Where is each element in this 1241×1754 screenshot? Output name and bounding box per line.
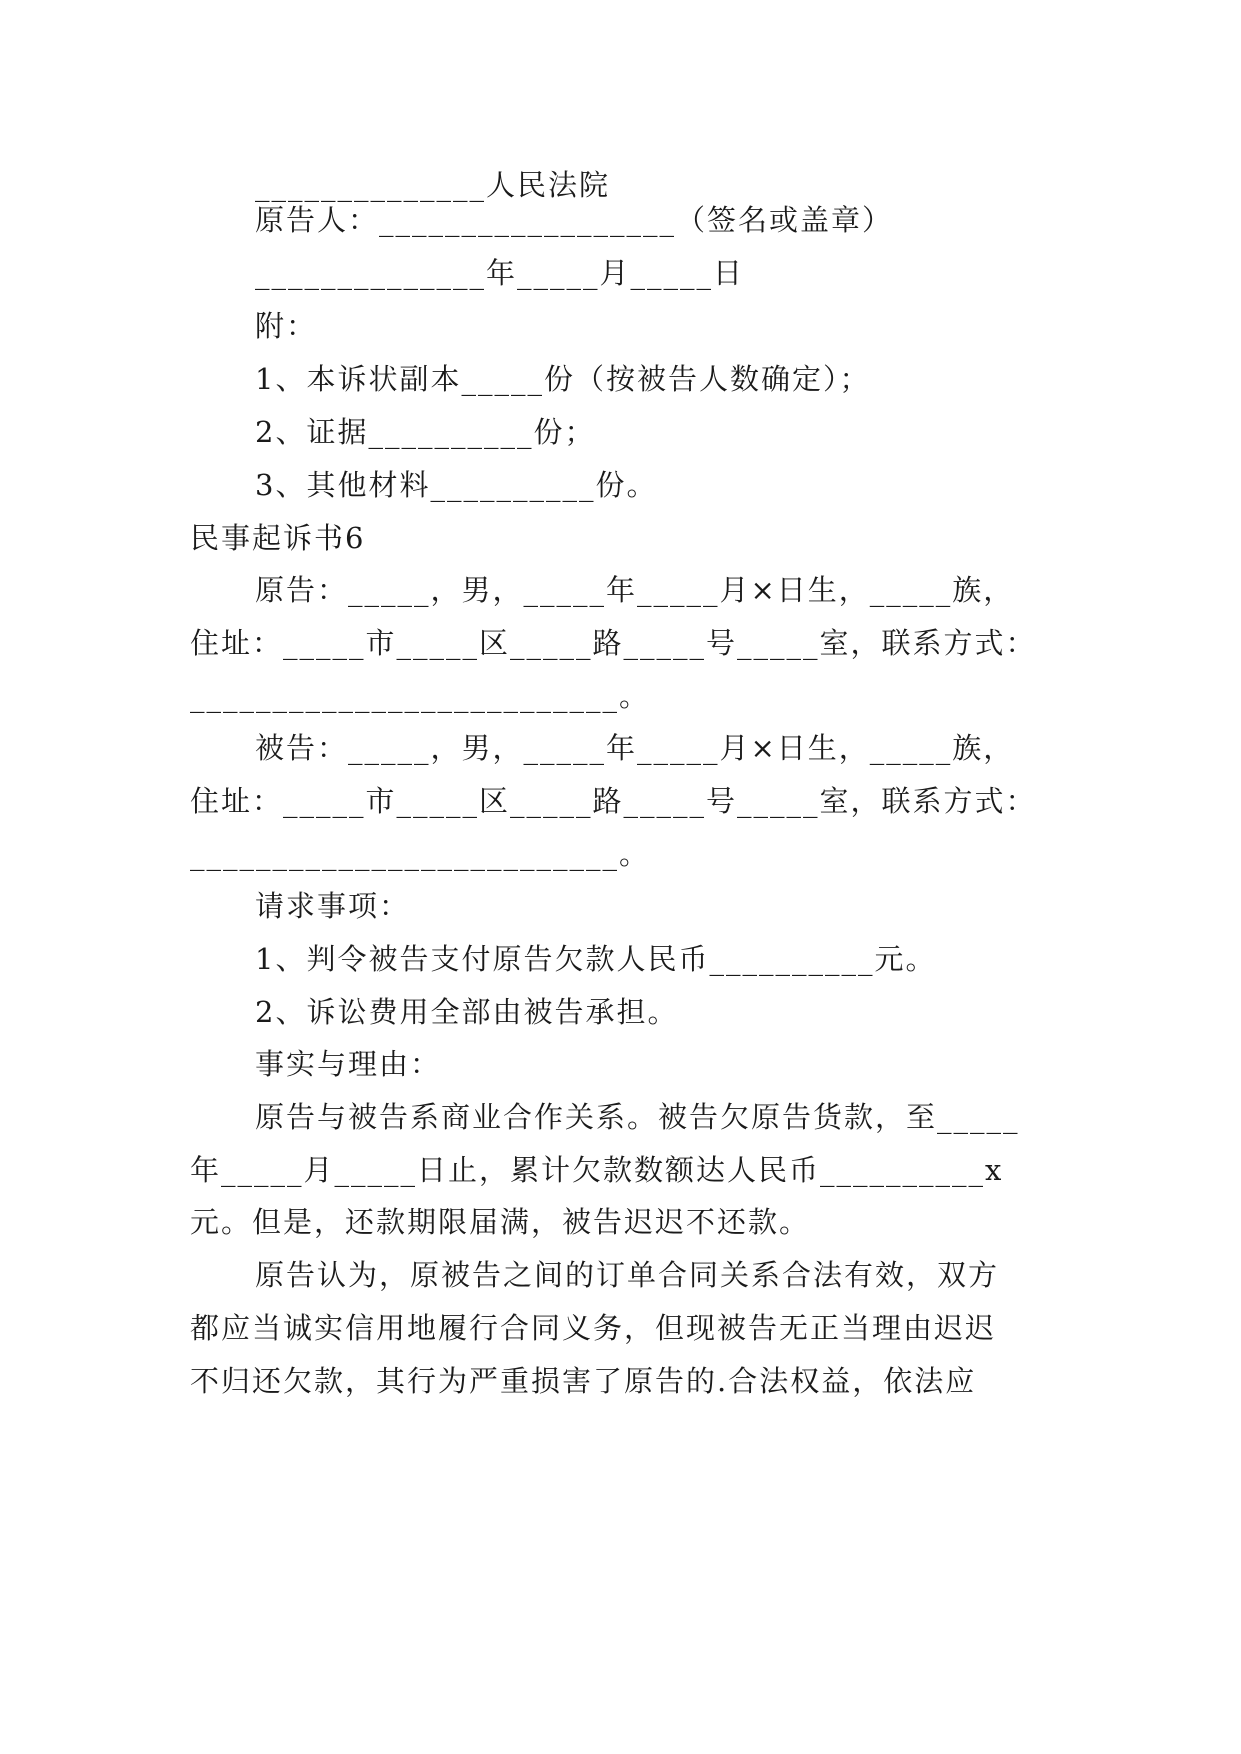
attachment-item-1: 1、本诉状副本_____份（按被告人数确定）； <box>255 362 871 396</box>
attachments-heading: 附： <box>255 309 318 343</box>
reason-paragraph-line-1: 原告认为，原被告之间的订单合同关系合法有效，双方 <box>255 1258 1000 1292</box>
plaintiff-info-line-2: 住址：_____市_____区_____路_____号_____室，联系方式： <box>190 626 1037 660</box>
defendant-info-line-1: 被告：_____，男，_____年_____月×日生，_____族， <box>255 731 1015 765</box>
attachment-item-3: 3、其他材料__________份。 <box>255 468 658 502</box>
defendant-info-line-3: __________________________。 <box>190 837 651 871</box>
plaintiff-signature-line: 原告人：__________________（签名或盖章） <box>255 203 894 237</box>
facts-paragraph-line-1: 原告与被告系商业合作关系。被告欠原告货款，至_____ <box>255 1100 1020 1134</box>
facts-heading: 事实与理由： <box>255 1047 442 1081</box>
facts-paragraph-line-3: 元。但是，还款期限届满，被告迟迟不还款。 <box>190 1205 811 1239</box>
defendant-info-line-2: 住址：_____市_____区_____路_____号_____室，联系方式： <box>190 784 1037 818</box>
section-title: 民事起诉书6 <box>190 521 366 555</box>
court-name-line: ______________人民法院 <box>255 168 611 202</box>
reason-paragraph-line-2: 都应当诚实信用地履行合同义务，但现被告无正当理由迟迟 <box>190 1311 997 1345</box>
plaintiff-info-line-1: 原告：_____，男，_____年_____月×日生，_____族， <box>255 573 1015 607</box>
claim-item-1: 1、判令被告支付原告欠款人民币__________元。 <box>255 942 937 976</box>
claim-item-2: 2、诉讼费用全部由被告承担。 <box>255 995 679 1029</box>
claims-heading: 请求事项： <box>255 889 411 923</box>
plaintiff-info-line-3: __________________________。 <box>190 679 651 713</box>
facts-paragraph-line-2: 年_____月_____日止，累计欠款数额达人民币__________x <box>190 1153 1004 1187</box>
reason-paragraph-line-3: 不归还欠款，其行为严重损害了原告的.合法权益，依法应 <box>190 1364 977 1398</box>
attachment-item-2: 2、证据__________份； <box>255 415 596 449</box>
date-line: ______________年_____月_____日 <box>255 256 745 290</box>
